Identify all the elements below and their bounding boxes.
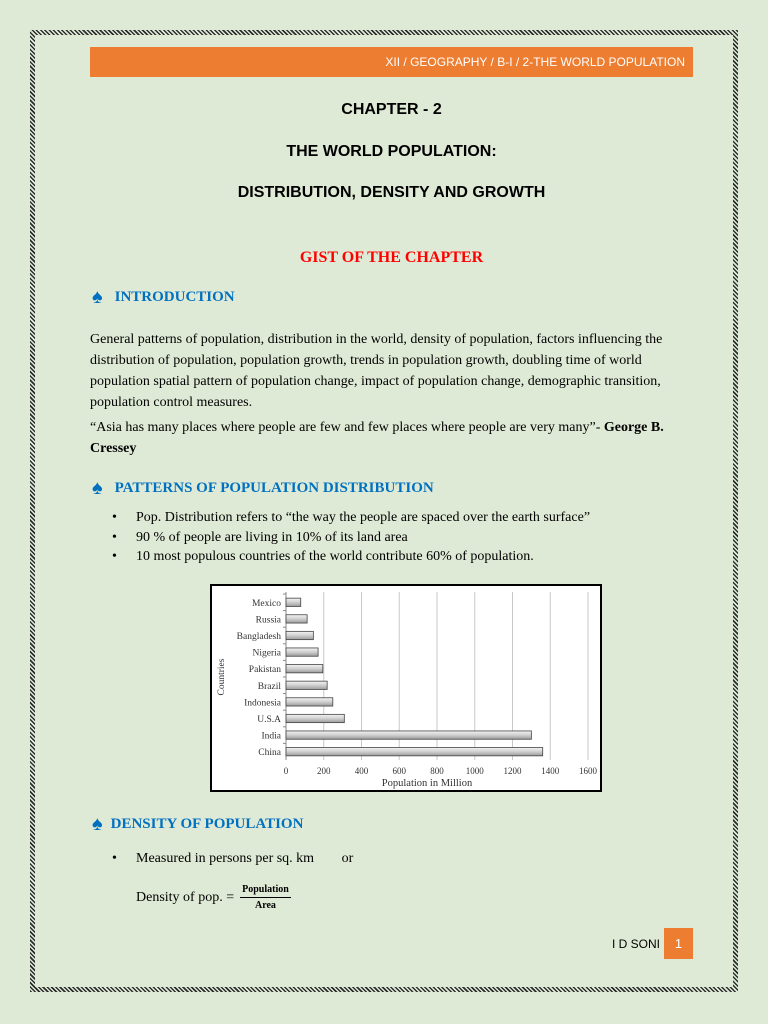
breadcrumb: XII / GEOGRAPHY / B-I / 2-THE WORLD POPULATION xyxy=(385,55,685,69)
bar xyxy=(286,598,301,606)
bar xyxy=(286,698,333,706)
density-heading xyxy=(92,814,303,834)
bar xyxy=(286,748,543,756)
bar xyxy=(286,615,307,623)
chapter-subtitle: DISTRIBUTION, DENSITY AND GROWTH xyxy=(237,184,546,201)
x-tick-label: 1000 xyxy=(465,766,484,776)
page-number: 1 xyxy=(664,928,693,959)
formula-denominator: Area xyxy=(254,900,276,911)
bar xyxy=(286,648,318,656)
y-tick-label: China xyxy=(258,748,281,759)
y-tick-label: Russia xyxy=(255,615,281,626)
y-tick-label: U.S.A xyxy=(257,715,281,725)
patterns-list xyxy=(108,508,590,567)
formula-fraction xyxy=(240,884,291,911)
patterns-heading-label: PATTERNS OF POPULATION DISTRIBUTION xyxy=(114,479,434,496)
density-list xyxy=(108,849,353,869)
population-chart xyxy=(210,584,602,792)
x-tick-label: 1200 xyxy=(503,766,522,776)
bar xyxy=(286,631,313,639)
bar xyxy=(286,681,327,689)
x-tick-label: 400 xyxy=(354,766,369,776)
x-tick-label: 0 xyxy=(283,766,289,776)
chapter-title: THE WORLD POPULATION: xyxy=(286,143,497,160)
patterns-heading xyxy=(92,478,434,498)
quote-author: George B. Cressey xyxy=(90,420,664,456)
formula-numerator: Population xyxy=(240,884,291,898)
introduction-heading xyxy=(92,287,235,307)
quote-text: “Asia has many places where people are few and few places where people are very many”- xyxy=(90,420,601,435)
x-tick-label: 1600 xyxy=(579,766,597,776)
y-tick-label: Bangladesh xyxy=(236,632,281,642)
x-tick-label: 800 xyxy=(430,766,444,776)
formula-label: Density of pop. = xyxy=(136,889,235,905)
x-tick-label: 200 xyxy=(317,766,331,776)
footer-author: I D SONI xyxy=(612,937,661,951)
y-tick-label: Nigeria xyxy=(252,648,281,659)
list-item: • 90 % of people are living in 10% of its land area xyxy=(108,528,590,548)
spade-icon: ♠ xyxy=(92,286,103,308)
list-item: • 10 most populous countries of the world contribute 60% of population. xyxy=(108,547,590,567)
y-tick-label: Mexico xyxy=(251,598,281,609)
header-bar xyxy=(90,47,693,77)
quote xyxy=(90,417,700,459)
spade-icon: ♠ xyxy=(92,813,103,835)
introduction-heading-label: INTRODUCTION xyxy=(114,288,235,305)
y-tick-label: Pakistan xyxy=(248,665,281,676)
y-tick-label: Brazil xyxy=(257,681,281,692)
y-axis-title: Countries xyxy=(217,658,227,696)
gist-heading: GIST OF THE CHAPTER xyxy=(299,249,484,266)
population-bar-chart xyxy=(212,586,600,790)
bar xyxy=(286,665,323,673)
x-tick-label: 600 xyxy=(392,766,406,776)
x-axis-title: Population in Million xyxy=(381,778,473,789)
list-item xyxy=(108,849,353,869)
spade-icon: ♠ xyxy=(92,477,103,499)
density-formula xyxy=(136,884,291,911)
y-tick-label: Indonesia xyxy=(244,698,281,709)
bar xyxy=(286,731,531,739)
introduction-text: General patterns of population, distribution in the world, density of population, factors influencing the distribution of population, population growth, trends in population growth, doubling time of world population spatial pattern of population change, impact of population change, demographic transition, population control measures. xyxy=(90,332,663,410)
density-heading-label: DENSITY OF POPULATION xyxy=(110,815,304,832)
x-tick-label: 1400 xyxy=(541,766,560,776)
y-tick-label: India xyxy=(261,731,281,742)
list-item: • Pop. Distribution refers to “the way the people are spaced over the earth surface” xyxy=(108,508,590,528)
density-bullet-text: Measured in persons per sq. km xyxy=(136,851,315,866)
chapter-number: CHAPTER - 2 xyxy=(341,101,442,118)
bar xyxy=(286,714,344,722)
density-bullet-or: or xyxy=(341,851,354,866)
